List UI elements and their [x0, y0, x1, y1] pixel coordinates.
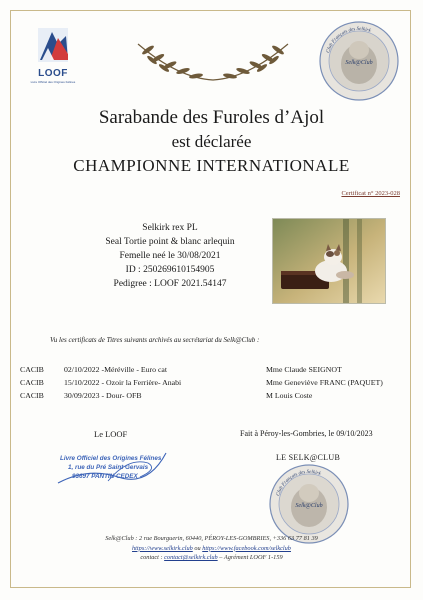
selkclub-seal-bottom: [268, 463, 350, 545]
footer-address: Selk@Club : 2 rue Bourguerin, 60440, PÉROY-LES-GOMBRIES, +336 63 77 81 39: [105, 535, 318, 542]
cat-birth: Femelle neé le 30/08/2021: [119, 251, 221, 261]
agrement-text: – Agrément LOOF 1-159: [217, 554, 283, 561]
svg-text:Club Français des Selkirk: Club Français des Selkirk: [276, 469, 322, 497]
contact-prefix: contact :: [140, 554, 165, 561]
cat-color: Seal Tortie point & blanc arlequin: [105, 237, 235, 247]
results-list: [20, 363, 260, 402]
svg-text:Club Français des Selkirk: Club Français des Selkirk: [326, 26, 372, 54]
cat-pedigree: Pedigree : LOOF 2021.54147: [113, 279, 227, 289]
result-type: CACIB: [20, 365, 44, 374]
footer-contact: [0, 553, 423, 563]
result-row: [20, 389, 260, 402]
result-row: [20, 376, 260, 389]
cat-id: ID : 250269610154905: [125, 265, 215, 275]
loof-logo-text: LOOF: [38, 68, 68, 79]
cat-details: [52, 221, 288, 291]
stamp-line-2: 1, rue du Pré Saint Gervais: [68, 464, 149, 471]
certificate-number: Certificat n° 2023-028: [341, 190, 400, 197]
cat-photo: [272, 218, 386, 304]
svg-text:Selk@Club: Selk@Club: [345, 60, 373, 66]
declared-label: est déclarée: [171, 132, 252, 151]
judges-list: [266, 363, 416, 402]
cat-breed: Selkirk rex PL: [142, 223, 198, 233]
result-type: CACIB: [20, 378, 44, 387]
facebook-link[interactable]: https://www.facebook.com/selkclub: [202, 544, 291, 552]
stamp-line-1: Livre Officiel des Origines Félines: [60, 455, 162, 462]
website-link[interactable]: https://www.selkirk.club: [132, 544, 193, 552]
footer-links: [0, 544, 423, 554]
selkclub-seal: [318, 20, 400, 102]
club-signature-label: LE SELK@CLUB: [276, 453, 341, 462]
footer: [0, 534, 423, 563]
judge-name: Mme Claude SEIGNOT: [266, 365, 342, 374]
loof-logo-subtitle: Livre Officiel des Origines Félines: [30, 80, 76, 84]
result-entry: 30/09/2023 - Dour- OFB: [64, 391, 142, 400]
svg-text:Selk@Club: Selk@Club: [295, 503, 323, 509]
loof-signature-label: Le LOOF: [94, 429, 128, 439]
title-championne: CHAMPIONNE INTERNATIONALE: [73, 156, 350, 175]
judge-name: Mme Geneviève FRANC (PAQUET): [266, 378, 383, 387]
cat-name: Sarabande des Furoles d’Ajol: [98, 107, 325, 128]
link-separator: ou: [192, 544, 203, 552]
judge-name: M Louis Coste: [266, 391, 313, 400]
handwritten-signature: [48, 447, 178, 491]
email-link[interactable]: contact@selkirk.club: [164, 554, 218, 561]
result-row: [20, 363, 260, 376]
result-entry: 02/10/2022 -Méréville - Euro cat: [64, 365, 168, 374]
result-entry: 15/10/2022 - Ozoir la Ferrière- Anabi: [64, 378, 182, 387]
loof-stamp: [48, 455, 178, 495]
made-at-line: Fait à Péroy-les-Gombries, le 09/10/2023: [240, 429, 373, 438]
result-type: CACIB: [20, 391, 44, 400]
stamp-line-3: 93697 PANTIN CEDEX: [72, 473, 138, 480]
archive-note: Vu les certificats de Titres suivants archivés au secrétariat du Selk@Club :: [50, 336, 260, 344]
laurel-ornament: [128, 38, 298, 84]
